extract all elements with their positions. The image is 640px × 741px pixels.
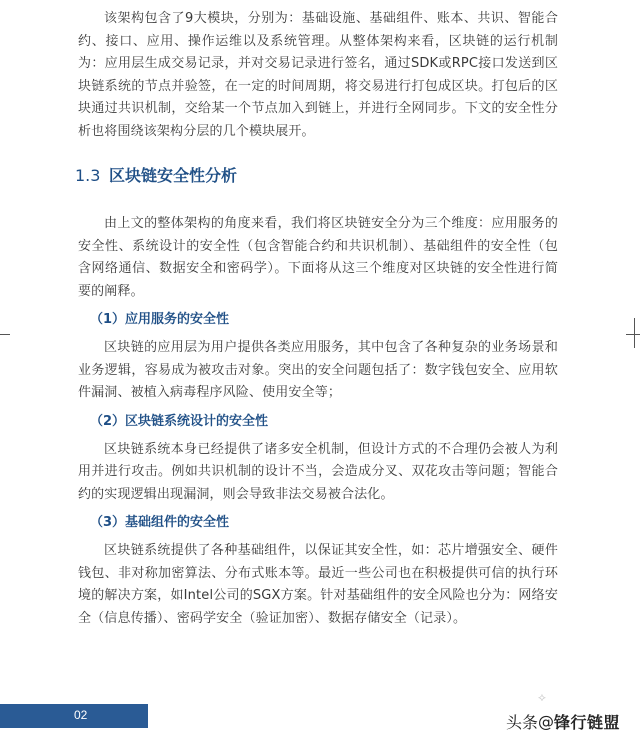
intro-paragraph: 该架构包含了9大模块，分别为：基础设施、基础组件、账本、共识、智能合约、接口、应用、操作运维以及系统管理。从整体架构来看，区块链的运行机制为：应用层生成交易记录，并对交易记录进行签名，通过SDK或RPC接口发送到区块链系统的节点并验签，在一定的时间周期，将交易进行打包成区块。打包后的区块通过共识机制，交给某一个节点加入到链上，并进行全网同步。下文的安全性分析也将围绕该架构分层的几个模块展开。 — [78, 11, 558, 139]
section-heading — [75, 165, 558, 187]
section-title: 区块链安全性分析 — [109, 166, 238, 185]
watermark-logo-icon: ⟡ — [538, 690, 546, 704]
watermark-brand: 锋行链盟 — [554, 713, 621, 732]
page-number: 02 — [74, 708, 88, 722]
subsection-body-application: 区块链的应用层为用户提供各类应用服务，其中包含了各种复杂的业务场景和业务逻辑，容易成为被攻击对象。突出的安全问题包括了：数字钱包安全、应用软件漏洞、被植入病毒程序风险、使用安全等； — [78, 340, 558, 400]
crop-mark-left — [0, 334, 10, 335]
section-intro-paragraph: 由上文的整体架构的角度来看，我们将区块链安全分为三个维度：应用服务的安全性、系统设计的安全性（包含智能合约和共识机制）、基础组件的安全性（包含网络通信、数据安全和密码学）。下面将从这三个维度对区块链的安全性进行简要的阐释。 — [78, 216, 558, 299]
subsection-body-system-design: 区块链系统本身已经提供了诸多安全机制，但设计方式的不合理仍会被人为利用并进行攻击。例如共识机制的设计不当，会造成分叉、双花攻击等问题；智能合约的实现逻辑出现漏洞，则会导致非法交易被合法化。 — [78, 441, 558, 502]
watermark — [506, 710, 620, 733]
crop-mark-right-vertical — [634, 318, 635, 348]
watermark-at: @ — [538, 712, 555, 731]
subsection-body-base-components: 区块链系统提供了各种基础组件，以保证其安全性，如：芯片增强安全、硬件钱包、非对称加密算法、分布式账本等。最近一些公司也在积极提供可信的执行环境的解决方案，如Intel公司的SGX方案。针对基础组件的安全风险也分为：网络安全（信息传播）、密码学安全（验证加密）、数据存储安全（记录）。 — [78, 543, 558, 626]
subsection-heading-application: （1）应用服务的安全性 — [90, 312, 230, 327]
page-footer-bar — [0, 704, 148, 728]
section-number: 1.3 — [75, 166, 101, 185]
subsection-heading-base-components: （3）基础组件的安全性 — [90, 515, 230, 530]
subsection-heading-system-design: （2）区块链系统设计的安全性 — [90, 413, 269, 429]
document-body — [75, 8, 558, 630]
watermark-prefix: 头条 — [506, 713, 539, 732]
crop-mark-right-horizontal — [626, 334, 640, 335]
